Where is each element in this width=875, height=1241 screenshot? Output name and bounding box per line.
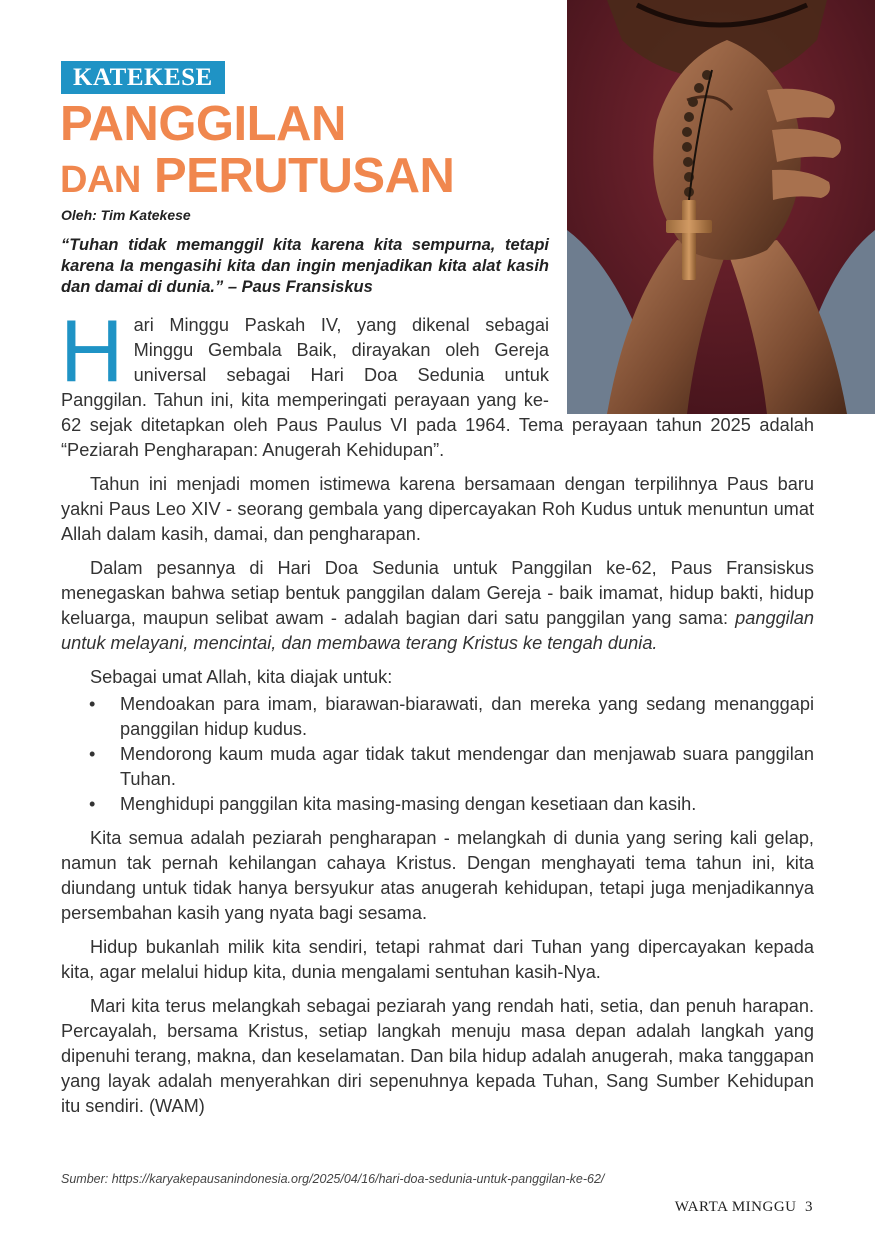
list-item: • Mendorong kaum muda agar tidak takut mendengar dan menjawab suara panggilan Tuhan. <box>61 742 814 792</box>
article-title <box>60 98 560 206</box>
publication-name: WARTA MINGGU <box>674 1199 797 1215</box>
paragraph-6: Hidup bukanlah milik kita sendiri, tetapi rahmat dari Tuhan yang dipercayakan kepada kita, agar melalui hidup kita, dunia mengalami sentuhan kasih-Nya. <box>61 937 814 982</box>
paragraph-7: Mari kita terus melangkah sebagai peziarah yang rendah hati, setia, dan penuh harapan. Percayalah, bersama Kristus, setiap langkah menuju masa depan adalah langkah yang dipenuhi terang, makna, dan keselamatan. Dan bila hidup adalah anugerah, maka tanggapan yang layak adalah menyerahkan diri sepenuhnya kepada Tuhan, Sang Sumber Kehidupan itu sendiri. (WAM) <box>61 996 814 1116</box>
list-item: • Menghidupi panggilan kita masing-masing dengan kesetiaan dan kasih. <box>61 792 814 817</box>
title-line-1: PANGGILAN <box>60 97 346 151</box>
drop-cap: H <box>60 301 124 400</box>
paragraph-3-italic: panggilan untuk melayani, mencintai, dan membawa terang Kristus ke tengah dunia. <box>61 608 814 653</box>
article-body <box>60 301 814 1128</box>
section-label: KATEKESE <box>61 61 225 94</box>
paragraph-2: Tahun ini menjadi momen istimewa karena bersamaan dengan terpilihnya Paus baru yakni Paus Leo XIV - seorang gembala yang dipercayakan Roh Kudus untuk menuntun umat Allah dalam kasih, damai, dan pengharapan. <box>61 474 814 544</box>
title-line-2: PERUTUSAN <box>153 149 455 203</box>
source-citation: Sumber: https://karyakepausanindonesia.org/2025/04/16/hari-doa-sedunia-untuk-panggilan-ke-62/ <box>61 1172 605 1186</box>
list-item: • Mendoakan para imam, biarawan-biarawati, dan mereka yang sedang menanggapi panggilan hidup kudus. <box>61 692 814 742</box>
page-footer <box>675 1199 813 1216</box>
paragraph-3 <box>61 556 814 656</box>
pull-quote: “Tuhan tidak memanggil kita karena kita sempurna, tetapi karena Ia mengasihi kita dan ingin menjadikan kita alat kasih dan damai di dunia.” – Paus Fransiskus <box>61 236 549 296</box>
paragraph-1-text: ari Minggu Paskah IV, yang dikenal sebagai Minggu Gembala Baik, dirayakan oleh Gereja universal sebagai Hari Doa Sedunia untuk Panggilan. Tahun ini, kita memperingati perayaan yang ke-62 sejak ditetapkan oleh Paus Paulus VI pada 1964. Tema perayaan tahun 2025 adalah “Peziarah Pengharapan: Anugerah Kehidupan”. <box>61 315 814 460</box>
paragraph-3-lead: Dalam pesannya di Hari Doa Sedunia untuk Panggilan ke-62, Paus Fransiskus menegaskan bahwa setiap bentuk panggilan dalam Gereja - baik imamat, hidup bakti, hidup keluarga, maupun selibat awam - adalah bagian dari satu panggilan yang sama: <box>61 558 814 628</box>
paragraph-1 <box>60 301 814 463</box>
byline: Oleh: Tim Katekese <box>61 207 191 223</box>
page-number: 3 <box>805 1199 813 1215</box>
title-line-2-small: DAN <box>60 159 141 201</box>
paragraph-4: Sebagai umat Allah, kita diajak untuk: <box>90 667 393 687</box>
paragraph-5: Kita semua adalah peziarah pengharapan - melangkah di dunia yang sering kali gelap, namun tak pernah kehilangan cahaya Kristus. Dengan menghayati tema tahun ini, kita diundang untuk tidak hanya bersyukur atas anugerah kehidupan, tetapi juga menjadikannya persembahan kasih yang nyata bagi sesama. <box>61 828 814 923</box>
bullet-list <box>61 692 814 817</box>
